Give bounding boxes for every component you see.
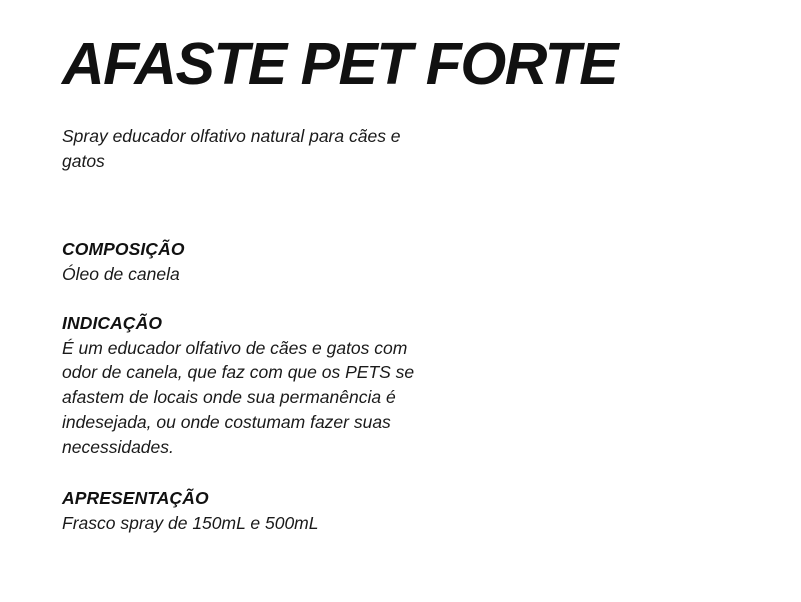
- section-body: Frasco spray de 150mL e 500mL: [62, 512, 319, 533]
- section-heading: COMPOSIÇÃO: [62, 238, 185, 259]
- section-heading: INDICAÇÃO: [62, 312, 163, 333]
- sections-list: [62, 239, 742, 536]
- section-body: É um educador olfativo de cães e gatos com odor de canela, que faz com que os PETS se afastem de locais onde sua permanência é indesejada, ou onde costumam fazer suas necessidades.: [62, 337, 415, 457]
- section-apresentacao: [62, 488, 742, 536]
- section-heading: APRESENTAÇÃO: [62, 487, 209, 508]
- section-composicao: [62, 239, 742, 287]
- content-area: [62, 31, 742, 536]
- section-body: Óleo de canela: [62, 263, 180, 284]
- page-title: AFASTE PET FORTE: [62, 31, 618, 97]
- section-indicacao: [62, 313, 742, 460]
- product-subtitle: Spray educador olfativo natural para cães e gatos: [62, 125, 401, 172]
